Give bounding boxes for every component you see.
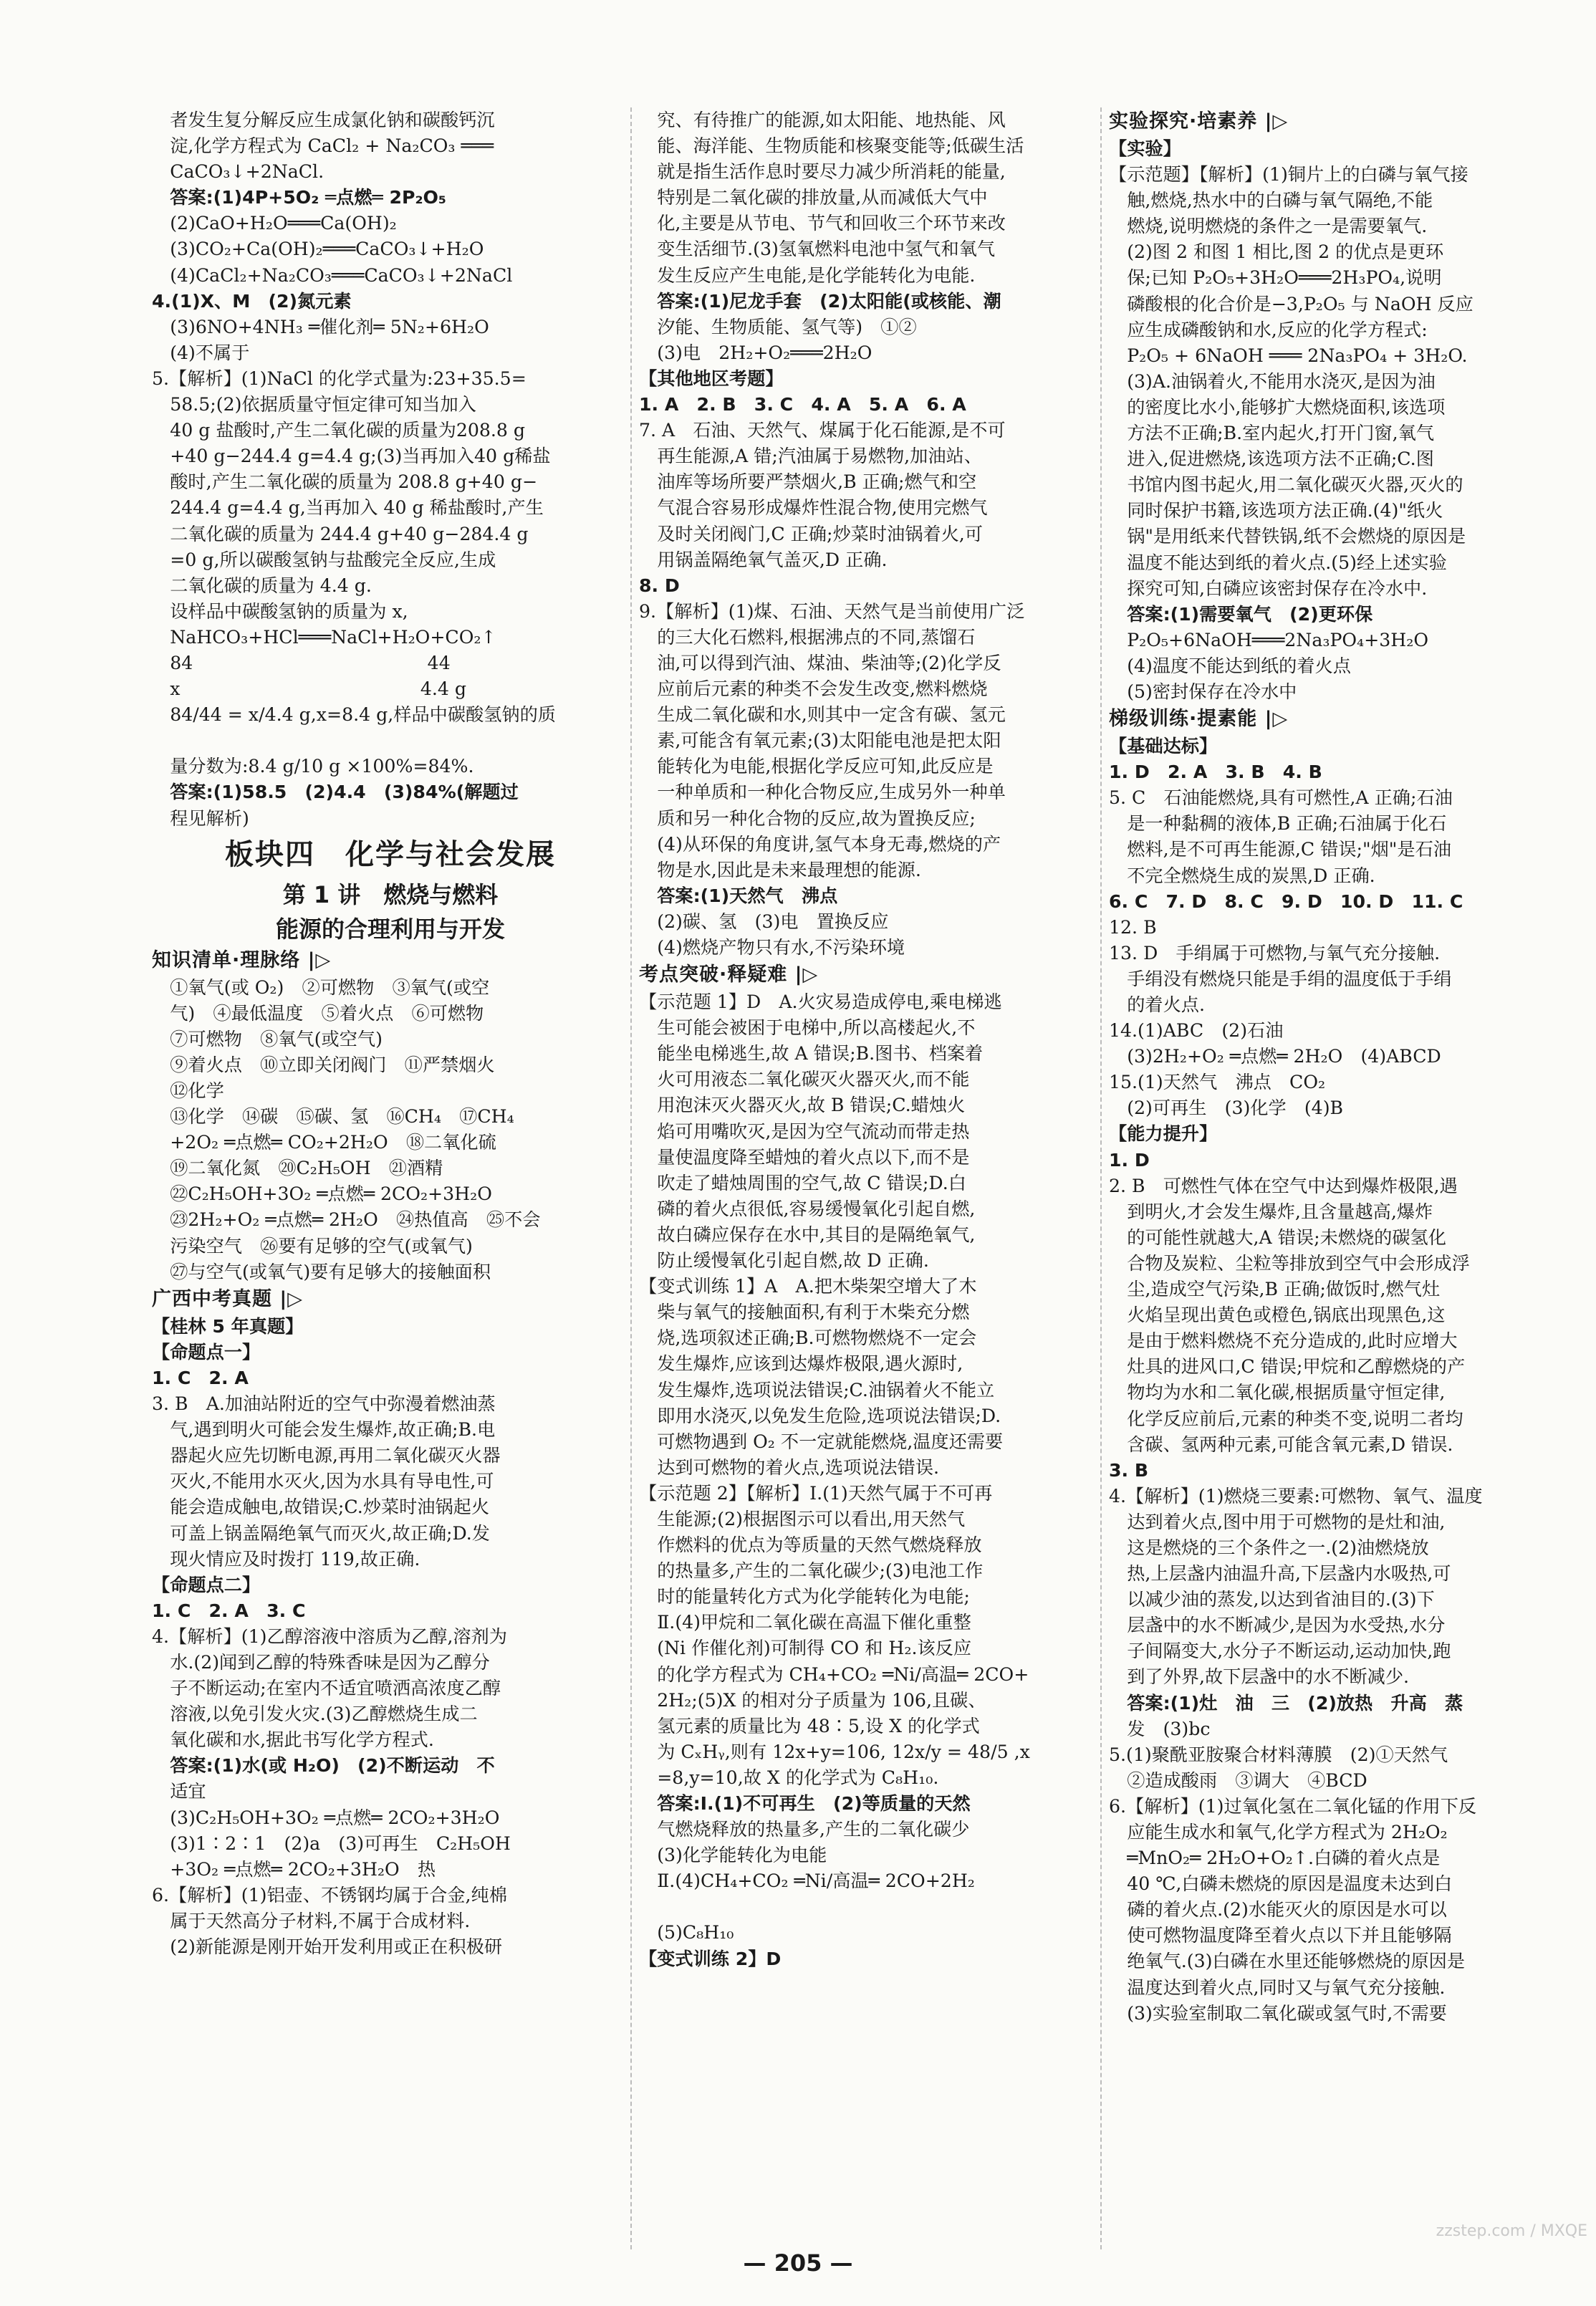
text-line: 磷的着火点.(2)水能灭火的原因是水可以 — [1109, 1899, 1447, 1921]
text-line: 的着火点. — [1109, 994, 1205, 1015]
watermark: zzstep.com / MXQE — [1436, 2222, 1587, 2240]
text-line: 气,遇到明火可能会发生爆炸,故正确;B.电 — [152, 1419, 496, 1441]
column-divider — [630, 107, 632, 2249]
text-line: 淀,化学方程式为 CaCl₂ + Na₂CO₃ ═══ — [152, 135, 494, 157]
text-line: 12. B — [1109, 916, 1157, 938]
text-line: 化学反应前后,元素的种类不变,说明二者均 — [1109, 1408, 1463, 1429]
column-divider — [1100, 107, 1102, 2249]
text-line: 14.(1)ABC (2)石油 — [1109, 1020, 1284, 1042]
text-line: 答案:(1)需要氧气 (2)更环保 — [1109, 603, 1373, 625]
text-line: 244.4 g=4.4 g,当再加入 40 g 稀盐酸时,产生 — [152, 497, 544, 519]
text-line: 就是指生活作息时要尽力减少所消耗的能量, — [639, 161, 1006, 183]
text-line: (3)化学能转化为电能 — [639, 1845, 827, 1866]
text-line: x 4.4 g — [152, 678, 467, 700]
text-line: 一种单质和一种化合物反应,生成另外一种单 — [639, 782, 1006, 803]
text-line: 2H₂;(5)X 的相对分子质量为 106,且碳、 — [639, 1689, 986, 1711]
text-line: 5.【解析】(1)NaCl 的化学式量为:23+35.5= — [152, 367, 527, 389]
text-line: 应前后元素的种类不会发生改变,燃料燃烧 — [639, 678, 988, 700]
chapter-title: 第 1 讲 燃烧与燃料 — [282, 880, 499, 908]
text-line: CaCO₃↓+2NaCl. — [152, 161, 325, 183]
text-line: 5.(1)聚酰亚胺聚合材料薄膜 (2)①天然气 — [1109, 1744, 1448, 1765]
text-line: 应生成磷酸钠和水,反应的化学方程式: — [1109, 319, 1428, 340]
text-line: 发生爆炸,应该到达爆炸极限,遇火源时, — [639, 1353, 963, 1375]
section-heading: 实验探究·培素养 |▷ — [1109, 110, 1289, 133]
text-line: 灭火,不能用水灭火,因为水具有导电性,可 — [152, 1471, 494, 1492]
text-line: 答案:(1)水(或 H₂O) (2)不断运动 不 — [152, 1755, 495, 1777]
text-line: 再生能源,A 错;汽油属于易燃物,加油站、 — [639, 446, 982, 467]
text-line: 汐能、生物质能、氢气等) ①② — [639, 316, 917, 337]
text-line: 【实验】 — [1109, 138, 1181, 159]
text-line: 答案:(1)58.5 (2)4.4 (3)84%(解题过 — [152, 782, 519, 803]
text-line: 方法不正确;B.室内起火,打开门窗,氧气 — [1109, 423, 1435, 444]
text-line: 物均为水和二氧化碳,根据质量守恒定律, — [1109, 1382, 1446, 1403]
text-line: 合物及炭粒、尘粒等排放到空气中会形成浮 — [1109, 1252, 1470, 1274]
text-line: 量使温度降至蜡烛的着火点以下,而不是 — [639, 1146, 970, 1168]
text-line: 40 ℃,白磷未燃烧的原因是温度未达到白 — [1109, 1873, 1453, 1895]
text-line: 4.【解析】(1)燃烧三要素:可燃物、氧气、温度 — [1109, 1485, 1483, 1507]
text-line: Ⅱ.(4)CH₄+CO₂ ═Ni/高温═ 2CO+2H₂ — [639, 1870, 975, 1892]
text-line: 触,燃烧,热水中的白磷与氧气隔绝,不能 — [1109, 190, 1433, 211]
text-line: 二氧化碳的质量为 244.4 g+40 g−284.4 g — [152, 523, 529, 544]
text-line: 6. C 7. D 8. C 9. D 10. D 11. C — [1109, 890, 1463, 912]
text-line: 应能生成水和氧气,化学方程式为 2H₂O₂ — [1109, 1822, 1448, 1843]
text-line: 答案:(1)灶 油 三 (2)放热 升高 蒸 — [1109, 1692, 1463, 1714]
text-line: 6.【解析】(1)过氧化氢在二氧化锰的作用下反 — [1109, 1795, 1477, 1817]
text-line: 4.【解析】(1)乙醇溶液中溶质为乙醇,溶剂为 — [152, 1625, 507, 1647]
column-right — [1109, 107, 1586, 2257]
text-line: 【能力提升】 — [1109, 1123, 1218, 1145]
text-line: ⑦可燃物 ⑧氧气(或空气) — [152, 1028, 383, 1049]
text-line: 1. C 2. A 3. C — [152, 1600, 306, 1621]
text-line: 【桂林 5 年真题】 — [152, 1315, 304, 1337]
text-line: 8. D — [639, 575, 680, 596]
page-number: — 205 — — [743, 2249, 853, 2277]
section-heading: 知识清单·理脉络 |▷ — [152, 948, 332, 971]
text-line: 锅"是用纸来代替铁锅,纸不会燃烧的原因是 — [1109, 526, 1466, 547]
column-left — [152, 107, 629, 2257]
text-line: 氧化碳和水,据此书写化学方程式. — [152, 1729, 434, 1751]
text-line: 火可用液态二氧化碳灭火器灭火,而不能 — [639, 1069, 970, 1090]
chapter-title: 能源的合理利用与开发 — [275, 915, 505, 943]
text-line: 作燃料的优点为等质量的天然气燃烧释放 — [639, 1534, 982, 1556]
text-line: =0 g,所以碳酸氢钠与盐酸完全反应,生成 — [152, 549, 496, 570]
text-line: (3)电 2H₂+O₂═══2H₂O — [639, 342, 872, 363]
text-line: (4)温度不能达到纸的着火点 — [1109, 655, 1351, 676]
text-line: 属于天然高分子材料,不属于合成材料. — [152, 1910, 471, 1931]
text-line: (2)新能源是刚开始开发利用或正在积极研 — [152, 1936, 503, 1957]
text-line: 层盏中的水不断减少,是因为水受热,水分 — [1109, 1615, 1446, 1636]
text-line: 热,上层盏内油温升高,下层盏内水吸热,可 — [1109, 1563, 1451, 1585]
text-line: 可燃物遇到 O₂ 不一定就能燃烧,温度还需要 — [639, 1431, 1004, 1452]
text-line: (2)图 2 和图 1 相比,图 2 的优点是更环 — [1109, 241, 1444, 263]
text-line: (4)CaCl₂+Na₂CO₃═══CaCO₃↓+2NaCl — [152, 264, 513, 286]
text-line: 生可能会被困于电梯中,所以高楼起火,不 — [639, 1017, 976, 1039]
text-line: 的密度比水小,能够扩大燃烧面积,该选项 — [1109, 396, 1446, 418]
text-line: 能转化为电能,根据化学反应可知,此反应是 — [639, 756, 994, 777]
text-line: 氢元素的质量比为 48∶5,设 X 的化学式 — [639, 1715, 980, 1736]
text-line: 吹走了蜡烛周围的空气,故 C 错误;D.白 — [639, 1172, 966, 1193]
text-line: 时的能量转化方式为化学能转化为电能; — [639, 1586, 970, 1608]
text-line: 能会造成触电,故错误;C.炒菜时油锅起火 — [152, 1497, 490, 1518]
text-line: 84 44 — [152, 652, 451, 673]
text-line: 生成二氧化碳和水,则其中一定含有碳、氢元 — [639, 704, 1006, 726]
text-line: (3)6NO+4NH₃ ═催化剂═ 5N₂+6H₂O — [152, 316, 489, 337]
text-line: 温度不能达到纸的着火点.(5)经上述实验 — [1109, 552, 1447, 573]
text-line: 为 CₓHᵧ,则有 12x+y=106, 12x/y = 48/5 ,x — [639, 1741, 1030, 1762]
text-line: 6.【解析】(1)铝壶、不锈钢均属于合金,纯棉 — [152, 1884, 507, 1906]
text-line: ①氧气(或 O₂) ②可燃物 ③氧气(或空 — [152, 976, 490, 998]
text-line: 是一种黏稠的液体,B 正确;石油属于化石 — [1109, 813, 1447, 835]
text-line: 【变式训练 1】A A.把木柴架空增大了木 — [639, 1276, 977, 1297]
text-line: 灶具的进风口,C 错误;甲烷和乙醇燃烧的产 — [1109, 1356, 1466, 1378]
section-heading: 梯级训练·提素能 |▷ — [1109, 708, 1289, 731]
text-line: 手绢没有燃烧只能是手绢的温度低于手绢 — [1109, 968, 1452, 989]
section-heading: 广西中考真题 |▷ — [152, 1287, 304, 1310]
text-line: 气混合容易形成爆炸性混合物,使用完燃气 — [639, 497, 988, 519]
text-line: 用锅盖隔绝氧气盖灭,D 正确. — [639, 549, 888, 570]
text-line: 含碳、氢两种元素,可能含氧元素,D 错误. — [1109, 1433, 1453, 1455]
text-line: 40 g 盐酸时,产生二氧化碳的质量为208.8 g — [152, 420, 526, 441]
text-line: ②造成酸雨 ③调大 ④BCD — [1109, 1769, 1367, 1791]
text-line: 【命题点一】 — [152, 1341, 261, 1363]
text-line: 答案:(1)天然气 沸点 — [639, 885, 838, 906]
text-line: 素,可能含有氧元素;(3)太阳能电池是把太阳 — [639, 730, 1001, 751]
text-line: 到了外界,故下层盏中的水不断减少. — [1109, 1666, 1410, 1688]
text-line: 燃料,是不可再生能源,C 错误;"烟"是石油 — [1109, 839, 1451, 860]
text-line: 及时关闭阀门,C 正确;炒菜时油锅着火,可 — [639, 523, 983, 544]
text-line: 发生反应产生电能,是化学能转化为电能. — [639, 264, 976, 286]
text-line: 的热量多,产生的二氧化碳少;(3)电池工作 — [639, 1560, 984, 1582]
text-line: 适宜 — [152, 1781, 206, 1802]
text-line: (4)从环保的角度讲,氢气本身无毒,燃烧的产 — [639, 833, 1001, 855]
text-line: 变生活细节.(3)氢氧燃料电池中氢气和氧气 — [639, 239, 996, 260]
text-line: 【变式训练 2】D — [639, 1948, 782, 1969]
text-line: Ⅱ.(4)甲烷和二氧化碳在高温下催化重整 — [639, 1612, 971, 1633]
text-line: (2)碳、氢 (3)电 置换反应 — [639, 911, 889, 932]
text-line: 【示范题 1】D A.火灾易造成停电,乘电梯逃 — [639, 991, 1002, 1013]
text-line: 【示范题 2】【解析】Ⅰ.(1)天然气属于不可再 — [639, 1482, 993, 1504]
text-line: 答案:Ⅰ.(1)不可再生 (2)等质量的天然 — [639, 1793, 971, 1814]
text-line: 7. A 石油、天然气、煤属于化石能源,是不可 — [639, 420, 1006, 441]
text-line: +2O₂ ═点燃═ CO₂+2H₂O ⑱二氧化硫 — [152, 1132, 496, 1153]
text-line: ㉗与空气(或氧气)要有足够大的接触面积 — [152, 1261, 491, 1282]
text-line: 保;已知 P₂O₅+3H₂O═══2H₃PO₄,说明 — [1109, 267, 1442, 289]
text-line: ㉓2H₂+O₂ ═点燃═ 2H₂O ㉔热值高 ㉕不会 — [152, 1209, 541, 1231]
text-line: 程见解析) — [152, 807, 249, 829]
text-line: 质和另一种化合物的反应,故为置换反应; — [639, 807, 976, 829]
text-line: 水.(2)闻到乙醇的特殊香味是因为乙醇分 — [152, 1651, 490, 1673]
text-line: 酸时,产生二氧化碳的质量为 208.8 g+40 g− — [152, 471, 538, 493]
text-line: 3. B A.加油站附近的空气中弥漫着燃油蒸 — [152, 1393, 496, 1415]
text-line: (5)C₈H₁₀ — [639, 1922, 734, 1944]
text-line: 特别是二氧化碳的排放量,从而减低大气中 — [639, 187, 988, 208]
text-line: 气燃烧释放的热量多,产生的二氧化碳少 — [639, 1819, 970, 1840]
text-line: 【基础达标】 — [1109, 736, 1218, 757]
text-line: 故白磷应保存在水中,其目的是隔绝氧气, — [639, 1224, 976, 1245]
text-line: 设样品中碳酸氢钠的质量为 x, — [152, 600, 408, 622]
text-line: (2)CaO+H₂O═══Ca(OH)₂ — [152, 213, 397, 234]
text-line: 能坐电梯逃生,故 A 错误;B.图书、档案着 — [639, 1043, 984, 1065]
text-line: 不完全燃烧生成的炭黑,D 正确. — [1109, 865, 1375, 886]
text-line — [152, 728, 629, 754]
text-line: ═MnO₂═ 2H₂O+O₂↑.白磷的着火点是 — [1109, 1848, 1441, 1869]
text-line: +3O₂ ═点燃═ 2CO₂+3H₂O 热 — [152, 1858, 436, 1880]
text-line: ⑨着火点 ⑩立即关闭阀门 ⑪严禁烟火 — [152, 1054, 495, 1075]
text-line: 发 (3)bc — [1109, 1718, 1211, 1739]
text-line: 尘,造成空气污染,B 正确;做饭时,燃气灶 — [1109, 1279, 1441, 1300]
text-line: 1. C 2. A — [152, 1367, 249, 1388]
text-line: 到明火,才会发生爆炸,且含量越高,爆炸 — [1109, 1201, 1433, 1222]
text-line: 油,可以得到汽油、煤油、柴油等;(2)化学反 — [639, 652, 1001, 673]
text-line: 1. D — [1109, 1149, 1150, 1171]
text-line: (3)CO₂+Ca(OH)₂═══CaCO₃↓+H₂O — [152, 239, 484, 260]
text-line: 子间隔变大,水分子不断运动,运动加快,跑 — [1109, 1640, 1451, 1662]
chapter-title: 板块四 化学与社会发展 — [225, 837, 556, 871]
text-line: 焰可用嘴吹灭,是因为空气流动而带走热 — [639, 1120, 970, 1142]
text-line: (5)密封保存在冷水中 — [1109, 681, 1297, 702]
text-line: 现火情应及时拨打 119,故正确. — [152, 1548, 420, 1570]
text-line: 13. D 手绢属于可燃物,与氧气充分接触. — [1109, 942, 1441, 964]
text-line: 的三大化石燃料,根据沸点的不同,蒸馏石 — [639, 626, 976, 648]
text-line: 可盖上锅盖隔绝氧气而灭火,故正确;D.发 — [152, 1522, 490, 1544]
text-line: 溶液,以免引发火灾.(3)乙醇燃烧生成二 — [152, 1704, 478, 1725]
text-line: (3)2H₂+O₂ ═点燃═ 2H₂O (4)ABCD — [1109, 1046, 1441, 1067]
text-line: 绝氧气.(3)白磷在水里还能够燃烧的原因是 — [1109, 1951, 1466, 1972]
text-line: P₂O₅+6NaOH═══2Na₃PO₄+3H₂O — [1109, 629, 1428, 650]
text-line: (3)A.油锅着火,不能用水浇灭,是因为油 — [1109, 370, 1436, 392]
text-line: 达到着火点,图中用于可燃物的是灶和油, — [1109, 1511, 1446, 1532]
text-line: 火焰呈现出黄色或橙色,锅底出现黑色,这 — [1109, 1305, 1446, 1326]
text-line: 3. B — [1109, 1459, 1149, 1481]
text-line: 1. D 2. A 3. B 4. B — [1109, 762, 1322, 783]
text-line: (2)可再生 (3)化学 (4)B — [1109, 1097, 1344, 1119]
text-line: 燃烧,说明燃烧的条件之一是需要氧气. — [1109, 216, 1428, 237]
text-line: NaHCO₃+HCl═══NaCl+H₂O+CO₂↑ — [152, 626, 496, 648]
text-line: ⑫化学 — [152, 1080, 224, 1101]
text-line: 物是水,因此是未来最理想的能源. — [639, 859, 921, 880]
text-line: 用泡沫灭火器灭火,故 B 错误;C.蜡烛火 — [639, 1095, 966, 1116]
text-line: 探究可知,白磷应该密封保存在冷水中. — [1109, 577, 1428, 599]
text-line: 烧,选项叙述正确;B.可燃物燃烧不一定会 — [639, 1327, 977, 1349]
text-line: 的可能性就越大,A 错误;未燃烧的碳氢化 — [1109, 1226, 1446, 1248]
text-line: (Ni 作催化剂)可制得 CO 和 H₂.该反应 — [639, 1638, 972, 1659]
text-line: (3)C₂H₅OH+3O₂ ═点燃═ 2CO₂+3H₂O — [152, 1807, 500, 1828]
text-line: 磷的着火点很低,容易缓慢氧化引起自燃, — [639, 1198, 976, 1219]
text-line: 进入,促进燃烧,该选项方法不正确;C.图 — [1109, 448, 1434, 470]
text-line: 化,主要是从节电、节气和回收三个环节来改 — [639, 213, 1006, 234]
text-line: 4.(1)X、M (2)氮元素 — [152, 290, 352, 312]
text-line: 即用水浇灭,以免发生危险,选项说法错误;D. — [639, 1405, 1001, 1426]
text-line: (3)1∶2∶1 (2)a (3)可再生 C₂H₅OH — [152, 1832, 511, 1854]
text-line: 污染空气 ㉖要有足够的空气(或氧气) — [152, 1235, 473, 1257]
text-line: P₂O₅ + 6NaOH ═══ 2Na₃PO₄ + 3H₂O. — [1109, 345, 1468, 366]
text-line: ㉒C₂H₅OH+3O₂ ═点燃═ 2CO₂+3H₂O — [152, 1183, 492, 1205]
text-line: 的化学方程式为 CH₄+CO₂ ═Ni/高温═ 2CO+ — [639, 1663, 1029, 1685]
text-line: 达到可燃物的着火点,选项说法错误. — [639, 1456, 940, 1478]
text-line: 量分数为:8.4 g/10 g ×100%=84%. — [152, 756, 474, 777]
text-line: 者发生复分解反应生成氯化钠和碳酸钙沉 — [152, 110, 495, 130]
section-heading: 考点突破·释疑难 |▷ — [639, 964, 819, 986]
text-line: 84/44 = x/4.4 g,x=8.4 g,样品中碳酸氢钠的质 — [152, 704, 556, 726]
text-line: 二氧化碳的质量为 4.4 g. — [152, 575, 372, 596]
text-line: 同时保护书籍,该选项方法正确.(4)"纸火 — [1109, 500, 1443, 522]
text-line: 这是燃烧的三个条件之一.(2)油燃烧放 — [1109, 1537, 1429, 1558]
column-middle — [639, 107, 1116, 2257]
text-line: 2. B 可燃性气体在空气中达到爆炸极限,遇 — [1109, 1175, 1458, 1196]
text-line: 温度达到着火点,同时又与氧气充分接触. — [1109, 1976, 1446, 1998]
text-line: 究、有待推广的能源,如太阳能、地热能、风 — [639, 110, 1006, 130]
text-line: 磷酸根的化合价是−3,P₂O₅ 与 NaOH 反应 — [1109, 293, 1474, 314]
text-line: 1. A 2. B 3. C 4. A 5. A 6. A — [639, 394, 966, 415]
text-line: 【其他地区考题】 — [639, 367, 784, 389]
text-line: 防止缓慢氧化引起自燃,故 D 正确. — [639, 1250, 929, 1272]
text-line: (3)实验室制取二氧化碳或氢气时,不需要 — [1109, 2002, 1447, 2024]
text-line: ⑲二氧化氮 ⑳C₂H₅OH ㉑酒精 — [152, 1158, 443, 1179]
text-line: 15.(1)天然气 沸点 CO₂ — [1109, 1072, 1326, 1093]
text-line: 【命题点二】 — [152, 1574, 261, 1595]
text-line: 气) ④最低温度 ⑤着火点 ⑥可燃物 — [152, 1002, 484, 1024]
text-line: 能、海洋能、生物质能和核聚变能等;低碳生活 — [639, 135, 1024, 157]
text-line: 5. C 石油能燃烧,具有可燃性,A 正确;石油 — [1109, 787, 1453, 809]
text-line: 9.【解析】(1)煤、石油、天然气是当前使用广泛 — [639, 600, 1025, 622]
text-line: (4)不属于 — [152, 342, 250, 363]
text-line: 发生爆炸,选项说法错误;C.油锅着火不能立 — [639, 1379, 995, 1401]
text-line: +40 g−244.4 g=4.4 g;(3)当再加入40 g稀盐 — [152, 446, 551, 467]
text-line: 子不断运动;在室内不适宜喷洒高浓度乙醇 — [152, 1678, 501, 1699]
text-line: 油库等场所要严禁烟火,B 正确;燃气和空 — [639, 471, 977, 493]
text-line: 书馆内图书起火,用二氧化碳灭火器,灭火的 — [1109, 474, 1463, 496]
text-line: =8,y=10,故 X 的化学式为 C₈H₁₀. — [639, 1767, 939, 1788]
text-line: (4)燃烧产物只有水,不污染环境 — [639, 937, 905, 958]
text-line: 器起火应先切断电源,再用二氧化碳灭火器 — [152, 1445, 501, 1466]
text-line: 以减少油的蒸发,以达到省油目的.(3)下 — [1109, 1589, 1435, 1610]
text-line: 答案:(1)尼龙手套 (2)太阳能(或核能、潮 — [639, 290, 1001, 312]
text-line: 柴与氧气的接触面积,有利于木柴充分燃 — [639, 1302, 970, 1323]
text-line: 【示范题】【解析】(1)铜片上的白磷与氧气接 — [1109, 164, 1468, 186]
text-line: ⑬化学 ⑭碳 ⑮碳、氢 ⑯CH₄ ⑰CH₄ — [152, 1106, 514, 1128]
text-line: 答案:(1)4P+5O₂ ═点燃═ 2P₂O₅ — [152, 187, 446, 208]
text-line: 生能源;(2)根据图示可以看出,用天然气 — [639, 1508, 966, 1529]
text-line: 使可燃物温度降至着火点以下并且能够隔 — [1109, 1925, 1452, 1946]
text-line: 是由于燃料燃烧不充分造成的,此时应增大 — [1109, 1330, 1458, 1352]
text-line — [639, 1894, 1116, 1920]
text-line: 58.5;(2)依据质量守恒定律可知当加入 — [152, 394, 476, 415]
